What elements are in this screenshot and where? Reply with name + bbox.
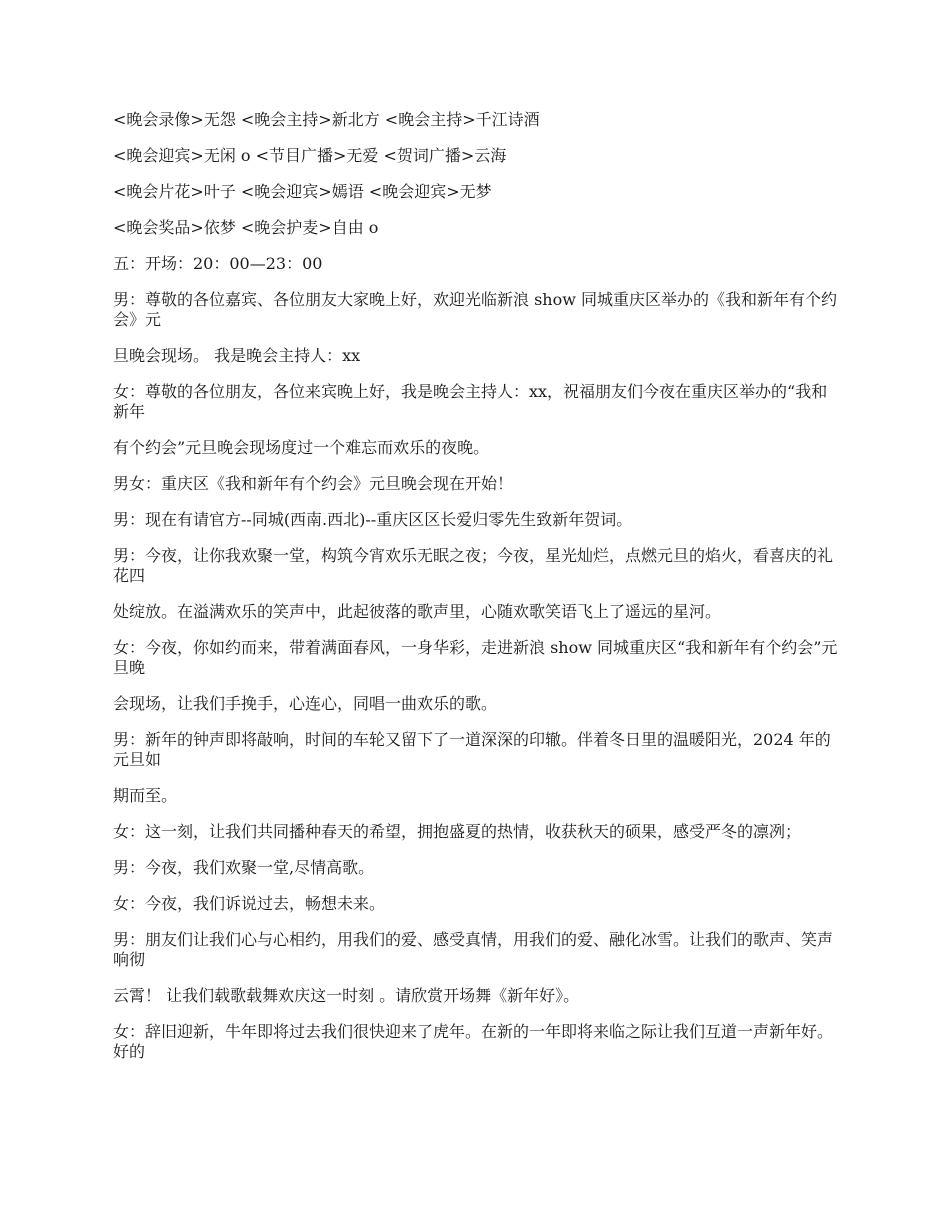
paragraph-dialogue: 有个约会”元旦晚会现场度过一个难忘而欢乐的夜晚。 [113,438,490,457]
paragraph-dialogue: 男：今夜，让你我欢聚一堂，构筑今宵欢乐无眠之夜；今夜，星光灿烂，点燃元旦的焰火，看喜庆的礼花四 [113,546,834,585]
paragraph-dialogue: 男：新年的钟声即将敲响，时间的车轮又留下了一道深深的印辙。伴着冬日里的温暖阳光，2024 年的元旦如 [113,730,831,769]
paragraph-dialogue: 女：尊敬的各位朋友，各位来宾晚上好，我是晚会主持人：xx，祝福朋友们今夜在重庆区举办的“我和新年 [113,382,828,421]
paragraph-dialogue: 男女：重庆区《我和新年有个约会》元旦晚会现在开始！ [113,474,514,493]
paragraph-staff-2: <晚会迎宾>无闲 o <节目广播>无爱 <贺词广播>云海 [113,146,507,165]
paragraph-dialogue: 云霄！ 让我们载歌载舞欢庆这一时刻 。请欣赏开场舞《新年好》。 [113,986,580,1005]
paragraph-schedule: 五：开场：20：00—23：00 [113,254,323,273]
paragraph-dialogue: 女：今夜，你如约而来，带着满面春风，一身华彩，走进新浪 show 同城重庆区“我和新年有个约会”元旦晚 [113,638,838,677]
paragraph-staff-3: <晚会片花>叶子 <晚会迎宾>嫣语 <晚会迎宾>无梦 [113,182,492,201]
paragraph-staff-4: <晚会奖品>依梦 <晚会护麦>自由 o [113,218,379,237]
paragraph-dialogue: 女：今夜，我们诉说过去，畅想未来。 [113,894,386,913]
paragraph-dialogue: 男：今夜，我们欢聚一堂,尽情高歌。 [113,858,375,877]
paragraph-dialogue: 处绽放。在溢满欢乐的笑声中，此起彼落的歌声里，心随欢歌笑语飞上了遥远的星河。 [113,602,722,621]
paragraph-dialogue: 男：尊敬的各位嘉宾、各位朋友大家晚上好，欢迎光临新浪 show 同城重庆区举办的《我和新年有个约会》元 [113,290,838,329]
document-page [113,110,843,1078]
paragraph-dialogue: 男：现在有请官方--同城(西南.西北)--重庆区区长爱归零先生致新年贺词。 [113,510,633,529]
paragraph-dialogue: 女：辞旧迎新，牛年即将过去我们很快迎来了虎年。在新的一年即将来临之际让我们互道一声新年好。好的 [113,1022,834,1061]
paragraph-staff-1: <晚会录像>无怨 <晚会主持>新北方 <晚会主持>千江诗酒 [113,110,540,129]
paragraph-dialogue: 女：这一刻，让我们共同播种春天的希望，拥抱盛夏的热情，收获秋天的硕果，感受严冬的凛冽； [113,822,802,841]
paragraph-dialogue: 男：朋友们让我们心与心相约，用我们的爱、感受真情，用我们的爱、融化冰雪。让我们的歌声、笑声响彻 [113,930,834,969]
paragraph-dialogue: 旦晚会现场。 我是晚会主持人：xx [113,346,361,365]
paragraph-dialogue: 期而至。 [113,786,178,805]
paragraph-dialogue: 会现场，让我们手挽手，心连心，同唱一曲欢乐的歌。 [113,694,498,713]
